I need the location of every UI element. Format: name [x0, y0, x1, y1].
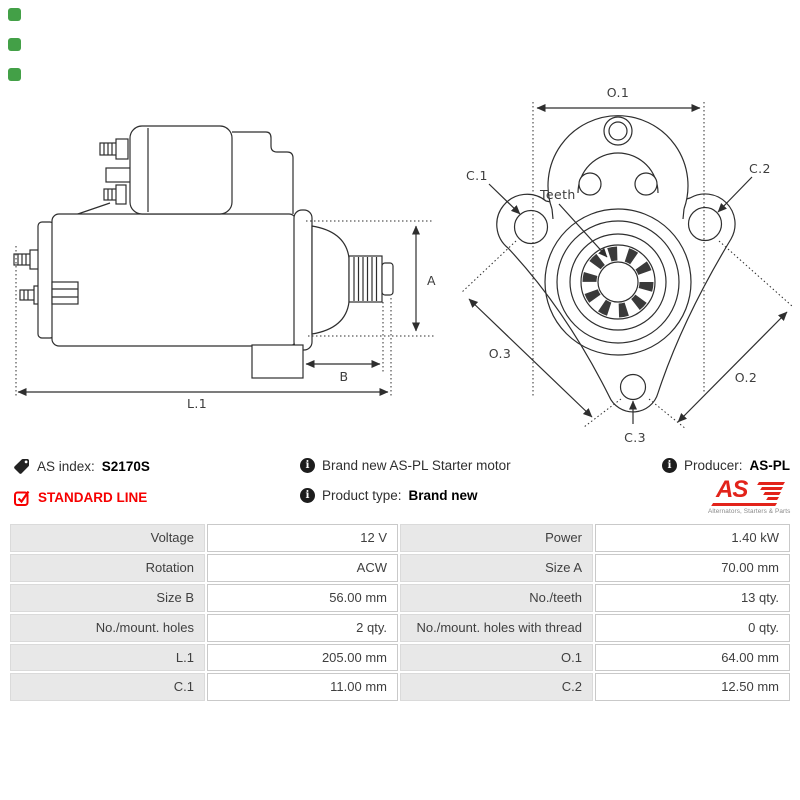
logo-tagline: Alternators, Starters & Parts: [708, 508, 791, 515]
logo-stripe: [763, 492, 781, 495]
as-index-label: AS index:: [37, 459, 95, 474]
info-glyph: i: [305, 459, 310, 472]
spec-label: L.1: [10, 644, 205, 672]
info-icon: [300, 488, 315, 503]
spec-table: [10, 524, 790, 701]
info-icon: [300, 458, 315, 473]
product-description: [300, 458, 511, 473]
spec-value: 12.50 mm: [595, 673, 790, 701]
info-glyph: i: [305, 489, 310, 502]
producer-label: Producer:: [683, 458, 743, 473]
producer: [662, 458, 790, 473]
spec-value: 1.40 kW: [595, 524, 790, 552]
spec-label: Power: [400, 524, 593, 552]
info-row-1: [13, 458, 790, 478]
spec-value: 2 qty.: [207, 614, 398, 642]
product-line: [13, 488, 147, 506]
logo-stripe: [757, 482, 785, 485]
spec-label: C.2: [400, 673, 593, 701]
logo-stripe: [760, 487, 783, 490]
as-pl-logo-mark: [708, 476, 790, 506]
spec-label: Size B: [10, 584, 205, 612]
spec-value: 64.00 mm: [595, 644, 790, 672]
dim-label-b: B: [339, 369, 349, 384]
teeth-label: Teeth: [540, 187, 576, 202]
info-icon: [662, 458, 677, 473]
dim-label-a: A: [427, 273, 436, 288]
spec-label: Rotation: [10, 554, 205, 582]
product-type-label: Product type:: [322, 488, 402, 503]
spec-value: 13 qty.: [595, 584, 790, 612]
spec-value: 0 qty.: [595, 614, 790, 642]
standard-line-label: STANDARD LINE: [38, 489, 148, 505]
spec-value: 205.00 mm: [207, 644, 398, 672]
info-glyph: i: [667, 459, 672, 472]
as-index-value: S2170S: [101, 459, 150, 474]
spec-label: Size A: [400, 554, 593, 582]
as-index: [13, 458, 150, 475]
dim-label-c3: C.3: [624, 430, 646, 445]
logo-stripe: [766, 497, 779, 500]
spec-value: 56.00 mm: [207, 584, 398, 612]
tag-icon: [13, 458, 30, 475]
spec-label: O.1: [400, 644, 593, 672]
spec-value: ACW: [207, 554, 398, 582]
description-text: Brand new AS-PL Starter motor: [322, 458, 511, 473]
dim-label-o3: O.3: [488, 346, 512, 361]
dim-label-c1: C.1: [466, 168, 488, 183]
dim-label-o2: O.2: [734, 370, 758, 385]
checked-checkbox-icon: [13, 488, 31, 506]
spec-label: No./teeth: [400, 584, 593, 612]
spec-value: 11.00 mm: [207, 673, 398, 701]
as-pl-logo: [708, 476, 791, 515]
producer-value: AS-PL: [749, 458, 790, 473]
spec-label: No./mount. holes with thread: [400, 614, 593, 642]
side-view: [14, 126, 393, 378]
product-type: [300, 488, 478, 503]
info-row-2: [13, 488, 790, 508]
spec-label: Voltage: [10, 524, 205, 552]
spec-label: C.1: [10, 673, 205, 701]
dim-label-o1: O.1: [606, 85, 630, 100]
spec-label: No./mount. holes: [10, 614, 205, 642]
dim-label-c2: C.2: [749, 161, 771, 176]
dim-label-l1: L.1: [186, 396, 208, 411]
product-type-value: Brand new: [408, 488, 478, 503]
logo-text: AS: [716, 476, 748, 503]
spec-value: 70.00 mm: [595, 554, 790, 582]
spec-value: 12 V: [207, 524, 398, 552]
logo-underline: [711, 503, 777, 506]
front-view: [497, 116, 735, 412]
